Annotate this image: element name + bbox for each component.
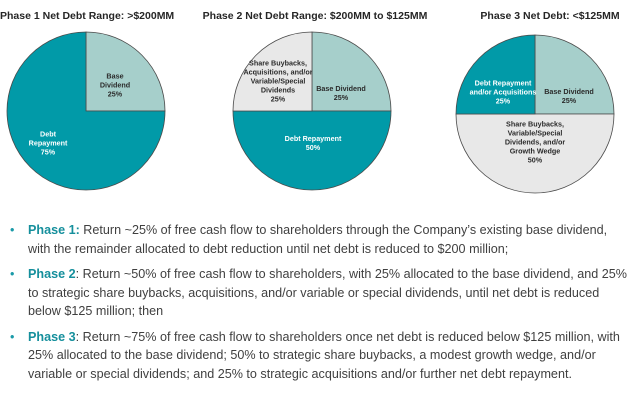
slice-name-label: Base Dividend — [544, 87, 594, 96]
slice-value-label: 50% — [305, 143, 321, 152]
slice-name-label: Repayment — [28, 138, 68, 148]
slice-name-label: Dividend — [99, 80, 131, 90]
bullet-phase-label: Phase 1: — [28, 223, 80, 237]
slice-name-label: Base — [106, 71, 124, 81]
bullet-dot-icon: • — [10, 329, 15, 344]
phase-2-chart-title: Phase 2 Net Debt Range: $200MM to $125MM — [202, 10, 428, 22]
slice-name-label: Dividends — [260, 85, 296, 95]
slice-value-label: 25% — [270, 94, 286, 104]
bullet-dot-icon: • — [10, 267, 15, 281]
slice-value-label: 25% — [333, 93, 349, 102]
slice-name-label: Debt Repayment — [474, 78, 532, 88]
bullet-phase-label: Phase 2 — [28, 267, 76, 281]
slice-value-label: 50% — [527, 155, 543, 165]
bullet-phase-1 — [8, 221, 630, 258]
phase-2-pie-chart — [232, 31, 394, 193]
slice-name-label: Variable/Special — [250, 76, 306, 86]
bullet-phase-text: Return ~25% of free cash flow to shareholders through the Company’s existing base dividend, with the remainder allocated to debt reduction until net debt is reduced to $200 million; — [28, 223, 608, 256]
pie-slice-base-dividend — [312, 32, 391, 111]
bullet-phase-3 — [8, 328, 630, 384]
phase-1-pie-chart — [6, 21, 168, 201]
slice-value-label: 75% — [40, 147, 56, 157]
slice-name-label: Base Dividend — [316, 84, 366, 93]
phase-3-chart-title: Phase 3 Net Debt: <$125MM — [480, 10, 620, 22]
slice-value-label: 25% — [107, 89, 123, 99]
phase-1-chart-title: Phase 1 Net Debt Range: >$200MM — [0, 10, 175, 22]
slice-value-label: 25% — [495, 96, 511, 106]
slice-name-label: Debt — [40, 129, 56, 139]
slice-name-label: Variable/Special — [507, 128, 563, 138]
pie-slice-base-dividend — [86, 32, 165, 111]
slice-name-label: Dividends, and/or — [504, 137, 566, 147]
phase-description-list — [8, 221, 630, 390]
slice-value-label: 25% — [561, 96, 577, 105]
bullet-dot-icon: • — [10, 223, 15, 237]
slice-name-label: Acquisitions, and/or — [243, 67, 313, 77]
bullet-phase-2 — [8, 265, 630, 321]
bullet-phase-label: Phase 3 — [28, 329, 76, 344]
bullet-phase-text: : Return ~50% of free cash flow to shareholders, with 25% allocated to the base dividend, and 25% to strategic share buybacks, acquisitions, and/or variable or special dividends, until net debt is reduced below $125 million; then — [28, 267, 627, 318]
bullet-phase-text: : Return ~75% of free cash flow to shareholders once net debt is reduced below $125 million, with 25% allocated to the base dividend; 50% to strategic share buybacks, a modest growth wedge, and/or variable or special dividends; and 25% to strategic acquisitions and/or further net debt repayment. — [28, 329, 620, 381]
slice-name-label: Growth Wedge — [509, 146, 561, 156]
slice-name-label: Share Buybacks, — [249, 58, 307, 68]
slice-name-label: Share Buybacks, — [506, 119, 564, 129]
slice-name-label: and/or Acquisitions — [469, 87, 537, 97]
phase-3-pie-chart — [455, 34, 617, 196]
slice-name-label: Debt Repayment — [284, 134, 342, 143]
